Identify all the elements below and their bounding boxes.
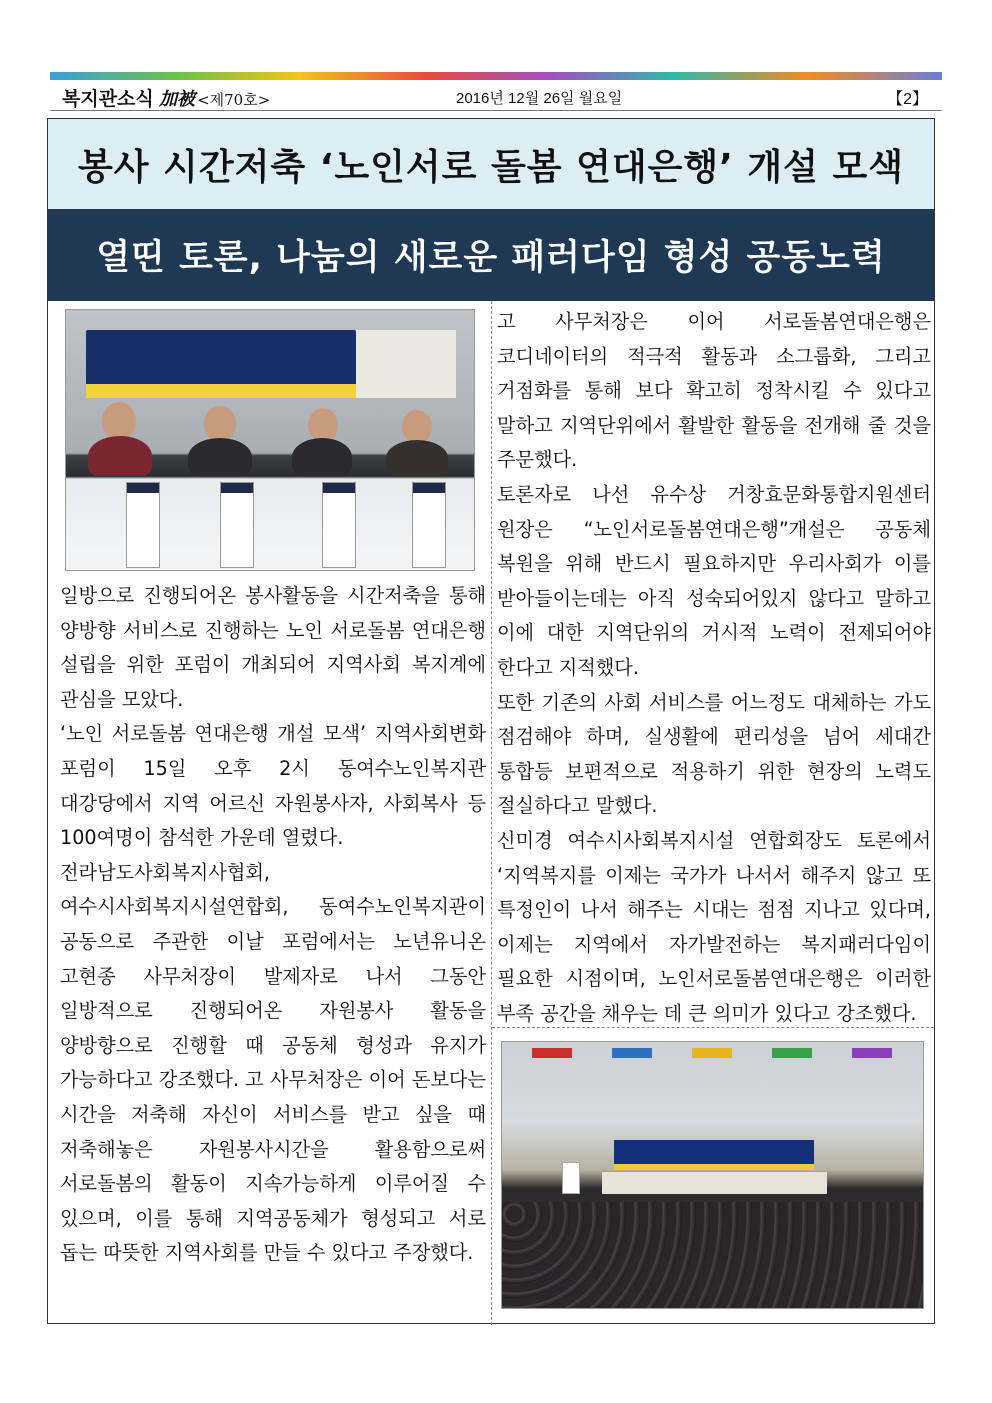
stage-table xyxy=(602,1172,827,1194)
nameplate xyxy=(126,482,160,568)
paragraph: 전라남도사회복지사협회, 여수시사회복지시설연합회, 동여수노인복지관이 공동으로 주관한 이날 포럼에서는 노년유니온 고현종 사무처장이 발제자로 나서 그동안 일방적으로 진행되어온 자원봉사 활동을 양방향으로 진행할 때 공동체 형성과 유지가 가능하다고 강조했다. 고 사무처장은 이어 돈보다는 시간을 저축해 자신이 서비스를 받고 싶을 때 저축해놓은 자원봉사시간을 활용함으로써 서로돌봄의 활동이 지속가능하게 이루어질 수 있으며, 이를 통해 지역공동체가 형성되고 서로 돕는 따뜻한 지역사회를 만들 수 있다고 주장했다. xyxy=(60,860,486,1265)
article-frame xyxy=(47,118,935,1324)
nameplate xyxy=(412,482,446,568)
audience xyxy=(502,1202,923,1309)
header-decorative-strip xyxy=(50,72,942,80)
forum-panel-photo xyxy=(65,309,475,571)
nameplate xyxy=(220,482,254,568)
page-number: 【2】 xyxy=(887,91,928,108)
paragraph: 일방으로 진행되어온 봉사활동을 시간저축을 통해 양방향 서비스로 진행하는 노인 서로돌봄 연대은행 설립을 위한 포럼이 개최되어 지역사회 복지계에 관심을 모았다. xyxy=(60,584,486,711)
issue-label xyxy=(159,91,270,109)
subheadline-box xyxy=(48,209,934,301)
auditorium-audience-photo xyxy=(501,1041,924,1309)
paragraph: 토론자로 나선 유수상 거창효문화통합지원센터 원장은 “노인서로돌봄연대은행”개설은 공동체 복원을 위해 반드시 필요하지만 우리사회가 이를 받아들이는데는 아직 성숙되어있지 않다고 말하고 이에 대한 지역단위의 거시적 노력이 전제되어야 한다고 지적했다. xyxy=(497,482,931,679)
right-column-text xyxy=(497,305,931,1031)
issue-number: <제70호> xyxy=(197,91,271,109)
issue-date: 2016년 12월 26일 월요일 xyxy=(456,90,623,107)
subheadline: 열띤 토론, 나눔의 새로운 패러다임 형성 공동노력 xyxy=(96,238,886,278)
newsletter-name-block xyxy=(62,84,270,111)
nameplate xyxy=(322,482,356,568)
paragraph: 신미경 여수시사회복지시설 연합회장도 토론에서 ‘지역복지를 이제는 국가가 나서서 해주지 않고 또 특정인이 나서 해주는 시대는 점점 지나고 있다며, 이제는 지역에서 자가발전하는 복지패러다임이 필요한 시점이며, 노인서로돌봄연대은행은 이러한 부족 공간을 채우는 데 큰 의미가 있다고 강조했다. xyxy=(497,828,931,1025)
paragraph: ‘노인 서로돌봄 연대은행 개설 모색’ 지역사회변화 포럼이 15일 오후 2시 동여수노인복지관 대강당에서 지역 어르신 자원봉사자, 사회복사 등 100여명이 참석한 가운데 열렸다. xyxy=(60,722,486,850)
page-header xyxy=(62,84,930,110)
stage-banner xyxy=(614,1140,814,1170)
issue-script: 加被 xyxy=(159,89,196,110)
header-rule xyxy=(50,110,942,111)
forum-banner xyxy=(86,330,356,398)
paragraph: 또한 기존의 사회 서비스를 어느정도 대체하는 가도 점검해야 하며, 실생활에 편리성을 넘어 세대간 통합등 보편적으로 적용하기 위한 현장의 노력도 절실하다고 말했다. xyxy=(497,690,931,818)
headline: 봉사 시간저축 ‘노인서로 돌봄 연대은행’ 개설 모색 xyxy=(77,146,905,188)
newsletter-name: 복지관소식 xyxy=(62,89,154,110)
flag xyxy=(562,1162,580,1194)
headline-box xyxy=(48,119,934,209)
left-column-text xyxy=(60,579,486,1271)
paragraph: 고 사무처장은 이어 서로돌봄연대은행은 코디네이터의 적극적 활동과 소그룹화, 그리고 거점화를 통해 보다 확고히 정착시킬 수 있다고 말하고 지역단위에서 활발한 활동을 전개해 줄 것을 주문했다. xyxy=(497,310,931,472)
column-divider xyxy=(491,301,492,1325)
